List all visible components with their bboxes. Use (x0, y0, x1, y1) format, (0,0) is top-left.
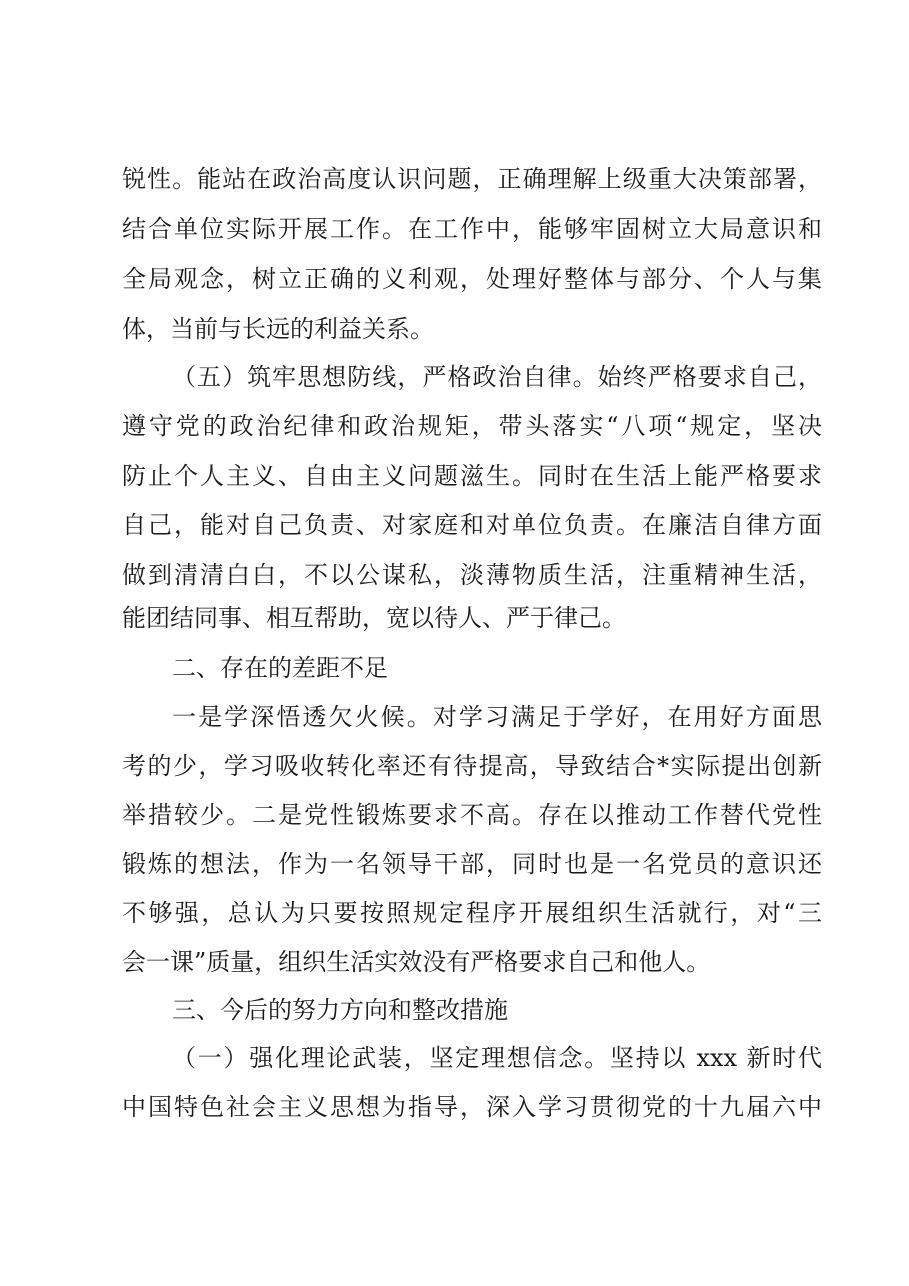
body-line: 考的少，学习吸收转化率还有待提高，导致结合*实际提出创新 (122, 752, 822, 780)
body-line: 结合单位实际开展工作。在工作中，能够牢固树立大局意识和 (122, 215, 822, 243)
body-line: 能团结同事、相互帮助，宽以待人、严于律己。 (122, 604, 626, 632)
body-line: 举措较少。二是党性锻炼要求不高。存在以推动工作替代党性 (122, 801, 822, 829)
section-heading: 三、今后的努力方向和整改措施 (172, 996, 508, 1024)
body-line: 自己，能对自己负责、对家庭和对单位负责。在廉洁自律方面 (122, 511, 822, 539)
body-line: 体，当前与长远的利益关系。 (122, 315, 434, 343)
body-line: 中国特色社会主义思想为指导，深入学习贯彻党的十九届六中 (122, 1093, 822, 1121)
body-line: 会一课”质量，组织生活实效没有严格要求自己和他人。 (122, 948, 711, 976)
paragraph-heading-line: （五）筑牢思想防线，严格政治自律。始终严格要求自己， (172, 363, 822, 391)
body-line: 锐性。能站在政治高度认识问题，正确理解上级重大决策部署， (122, 165, 822, 193)
section-heading: 二、存在的差距不足 (172, 654, 388, 682)
body-line: 一是学深悟透欠火候。对学习满足于学好，在用好方面思 (172, 703, 822, 731)
paragraph-heading-line: （一）强化理论武装，坚定理想信念。坚持以 xxx 新时代 (172, 1044, 822, 1072)
body-line: 做到清清白白，不以公谋私，淡薄物质生活，注重精神生活， (122, 561, 822, 589)
body-line: 锻炼的想法，作为一名领导干部，同时也是一名党员的意识还 (122, 850, 822, 878)
body-line: 防止个人主义、自由主义问题滋生。同时在生活上能严格要求 (122, 462, 822, 490)
body-line: 不够强，总认为只要按照规定程序开展组织生活就行，对“三 (122, 899, 822, 927)
body-line: 全局观念，树立正确的义利观，处理好整体与部分、个人与集 (122, 265, 822, 293)
body-line: 遵守党的政治纪律和政治规矩，带头落实“八项“规定，坚决 (122, 412, 822, 440)
